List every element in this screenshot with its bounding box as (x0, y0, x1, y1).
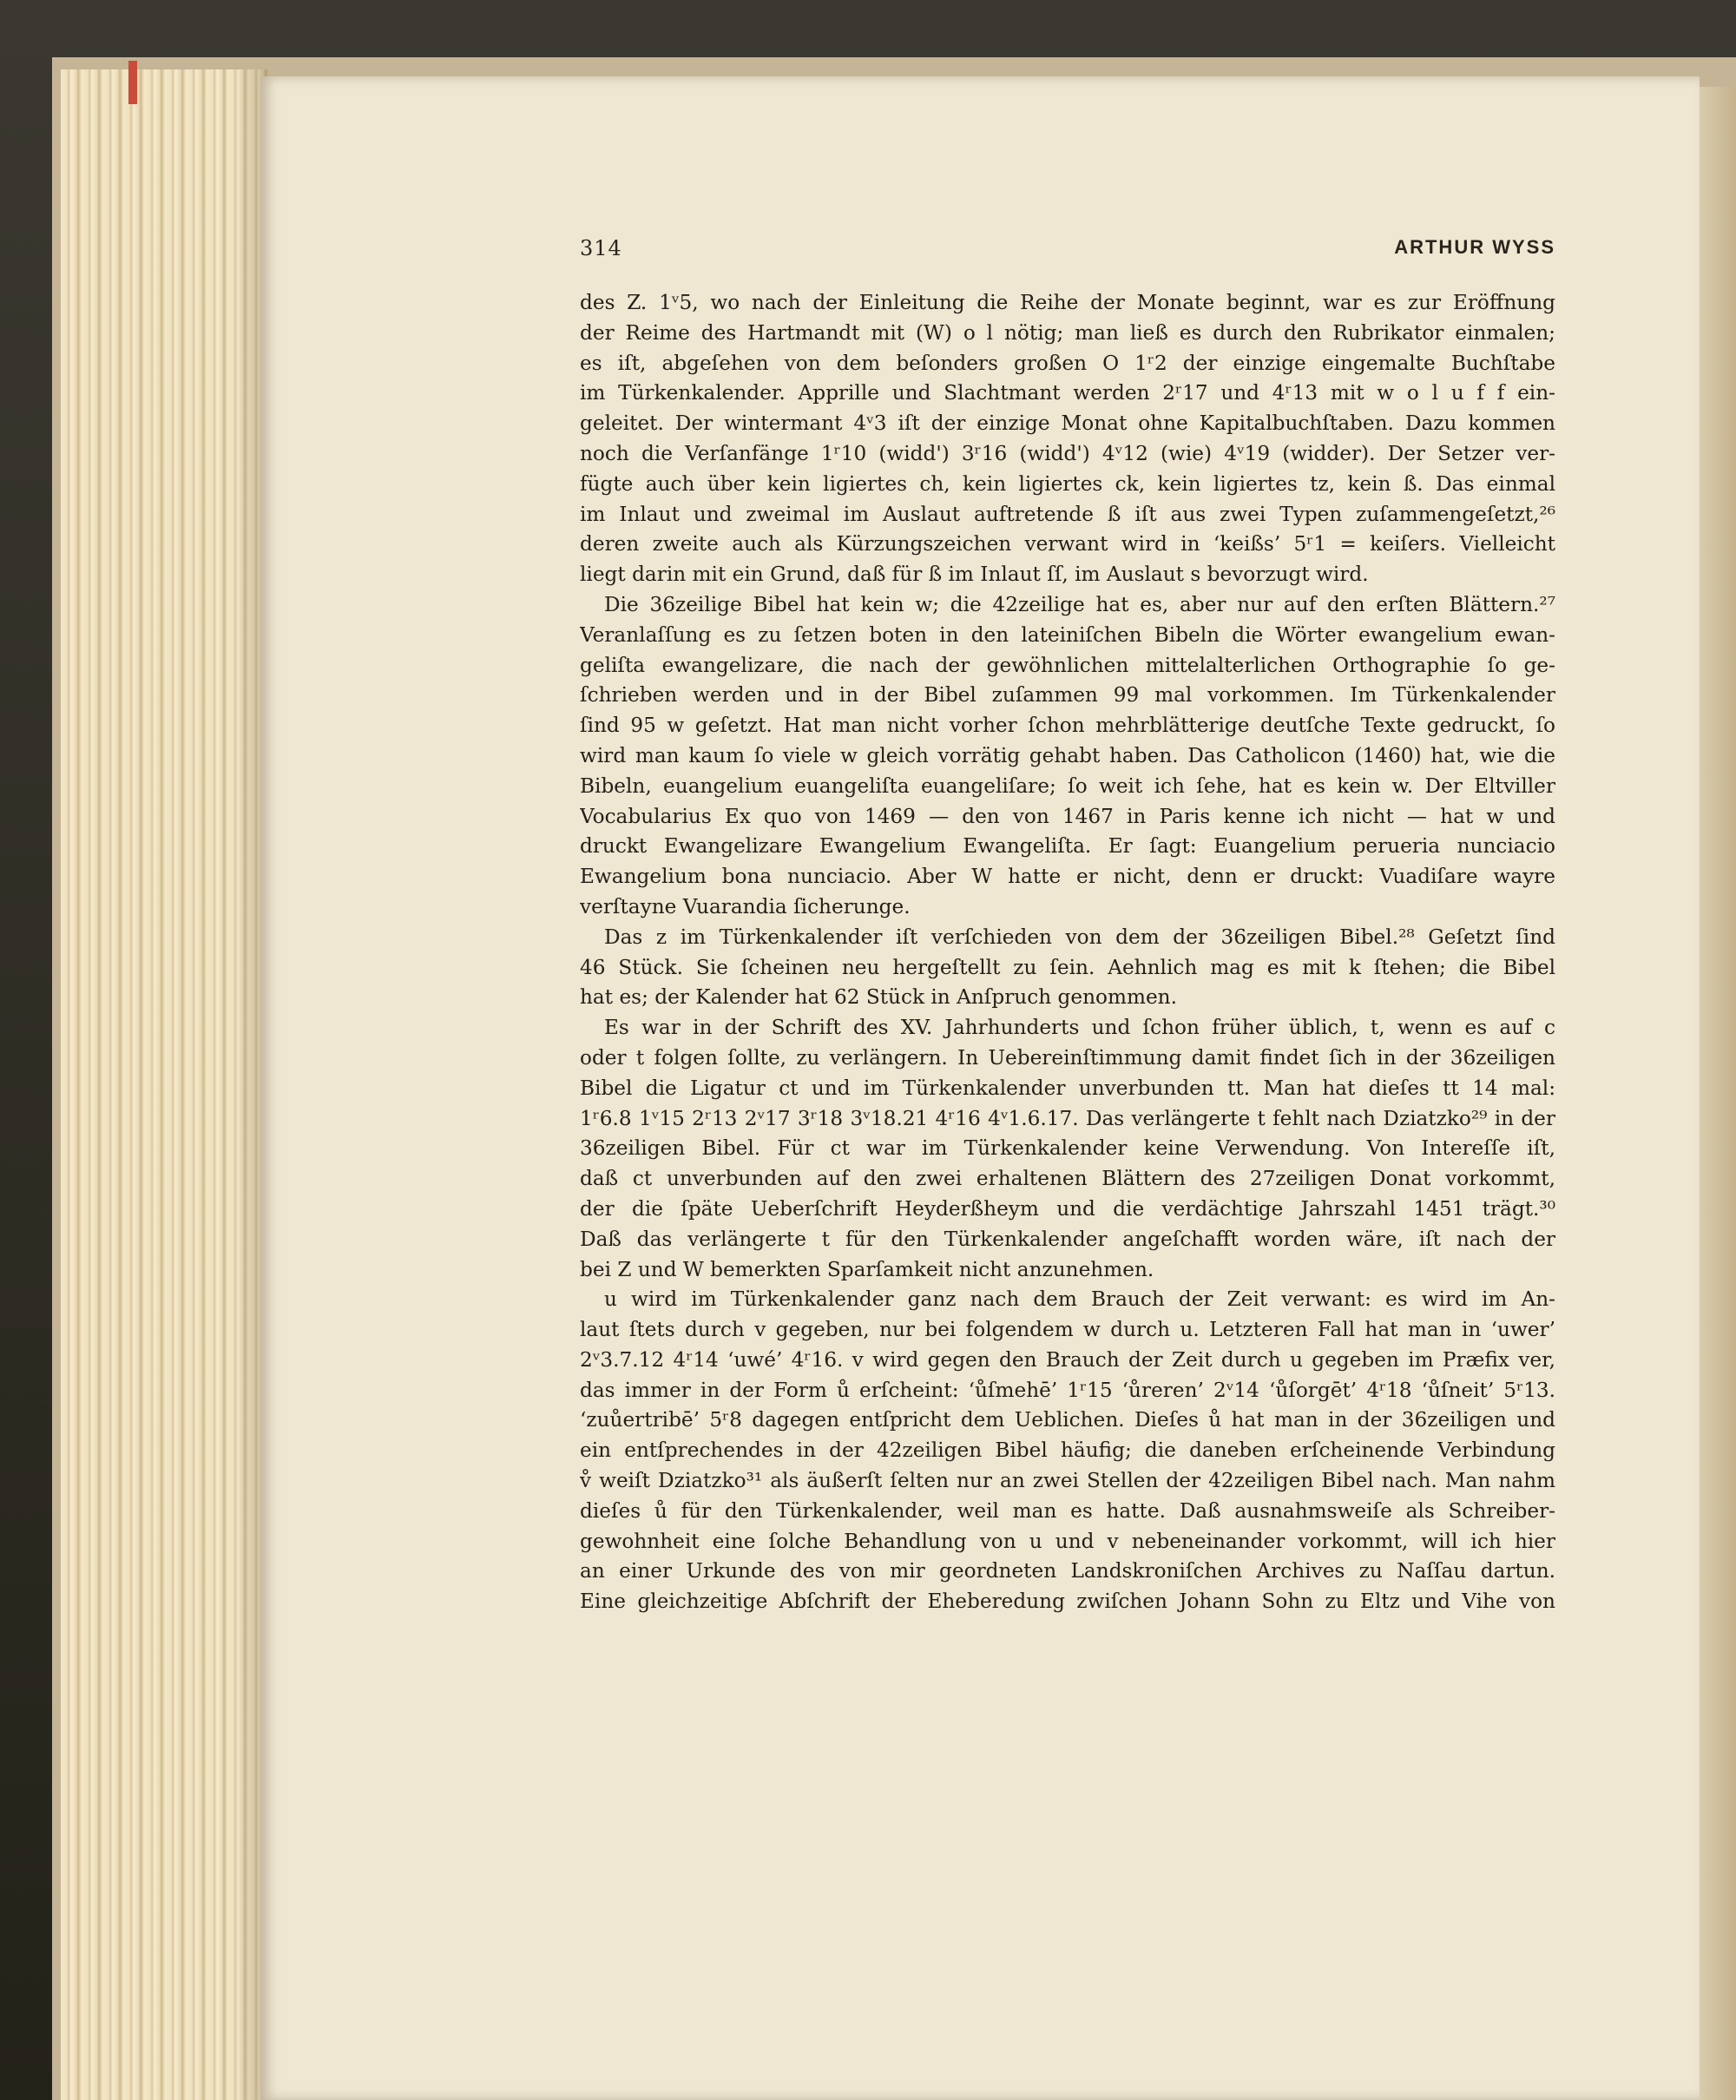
text-line: ein entſprechendes in der 42zeiligen Bibel häufig; die daneben erſcheinende Verbindung (580, 1438, 1555, 1463)
text-line: Bibeln, euangelium euangeliſta euangeliſare; ſo weit ich ſehe, hat es kein w. Der Eltviller (580, 774, 1555, 798)
text-line: oder t folgen ſollte, zu verlängern. In Uebereinſtimmung damit findet ſich in der 36zeiligen (580, 1045, 1555, 1070)
text-line: ‘zuůertribē’ 5ʳ8 dagegen entſpricht dem Ueblichen. Dieſes ů hat man in der 36zeiligen und (580, 1408, 1555, 1432)
body-text (580, 288, 1555, 1642)
text-line: Ewangelium bona nunciacio. Aber W hatte er nicht, denn er druckt: Vuadiſare wayre (580, 865, 1555, 889)
text-line: druckt Ewangelizare Ewangelium Ewangeliſta. Er ſagt: Euangelium perueria nunciacio (580, 834, 1555, 859)
text-line: bei Z und W bemerkten Sparſamkeit nicht anzunehmen. (580, 1257, 1154, 1281)
page-number: 314 (580, 236, 622, 260)
text-line: 36zeiligen Bibel. Für ct war im Türkenkalender keine Verwendung. Von Intereſſe iſt, (580, 1136, 1555, 1161)
text-line: Veranlaſſung es zu ſetzen boten in den lateiniſchen Bibeln die Wörter ewangelium ewan- (580, 622, 1555, 647)
running-head (580, 236, 1555, 271)
text-line: Das z im Türkenkalender iſt verſchieden von dem der 36zeiligen Bibel.²⁸ Geſetzt ſind (604, 925, 1555, 949)
text-line: geleitet. Der wintermant 4ᵛ3 iſt der einzige Monat ohne Kapitalbuchſtaben. Dazu kommen (580, 411, 1555, 436)
text-line: Bibel die Ligatur ct und im Türkenkalender unverbunden tt. Man hat dieſes tt 14 mal: (580, 1076, 1555, 1100)
text-line: Die 36zeilige Bibel hat kein w; die 42zeilige hat es, aber nur auf den erſten Blättern.²⁷ (604, 592, 1555, 616)
text-line: der Reime des Hartmandt mit (W) o l nötig; man ließ es durch den Rubrikator einmalen; (580, 320, 1555, 345)
text-line: deren zweite auch als Kürzungszeichen verwant wird in ‘keißs’ 5ʳ1 = keiſers. Vielleicht (580, 532, 1555, 556)
text-line: im Inlaut und zweimal im Auslaut auftretende ß iſt aus zwei Typen zuſammengeſetzt,²⁶ (580, 502, 1555, 526)
text-line: wird man kaum ſo viele w gleich vorrätig gehabt haben. Das Catholicon (1460) hat, wie die (580, 743, 1555, 767)
text-line: dieſes ů für den Türkenkalender, weil man es hatte. Daß ausnahmsweiſe als Schreiber- (580, 1498, 1555, 1523)
text-line: Vocabularius Ex quo von 1469 — den von 1467 in Paris kenne ich nicht — hat w und (580, 804, 1555, 828)
text-line: ſchrieben werden und in der Bibel zuſammen 99 mal vorkommen. Im Türkenkalender (580, 683, 1555, 708)
text-line: der die ſpäte Ueberſchrift Heyderßheym und die verdächtige Jahrszahl 1451 trägt.³⁰ (580, 1196, 1555, 1221)
text-line: Es war in der Schrift des XV. Jahrhunderts und ſchon früher üblich, t, wenn es auf c (604, 1016, 1555, 1040)
text-line: Daß das verlängerte t für den Türkenkalender angeſchafft worden wäre, iſt nach der (580, 1227, 1555, 1251)
text-line: liegt darin mit ein Grund, daß für ß im Inlaut ſſ, im Auslaut s bevorzugt wird. (580, 563, 1369, 587)
page-edges (61, 69, 269, 2100)
text-line: u wird im Türkenkalender ganz nach dem Brauch der Zeit verwant: es wird im An- (604, 1287, 1555, 1312)
text-line: laut ſtets durch v gegeben, nur bei folgendem w durch u. Letzteren Fall hat man in ‘uwer’ (580, 1318, 1555, 1342)
text-line: daß ct unverbunden auf den zwei erhaltenen Blättern des 27zeiligen Donat vorkommt, (580, 1167, 1555, 1191)
text-line: das immer in der Form ů erſcheint: ‘ůſmehē’ 1ʳ15 ‘ůreren’ 2ᵛ14 ‘ůſorgēt’ 4ʳ18 ‘ůſneit’ 5ʳ13. (580, 1378, 1555, 1402)
text-line: verſtayne Vuarandia ſicherunge. (580, 894, 911, 918)
next-page-edge (1700, 87, 1736, 2100)
running-head-author: ARTHUR WYSS (1394, 236, 1555, 258)
red-edge-mark (128, 61, 137, 104)
text-line: 2ᵛ3.7.12 4ʳ14 ‘uwé’ 4ʳ16. v wird gegen den Brauch der Zeit durch u gegeben im Præfix ver, (580, 1347, 1555, 1372)
text-line: des Z. 1ᵛ5, wo nach der Einleitung die Reihe der Monate beginnt, war es zur Eröffnung (580, 291, 1555, 314)
text-line: an einer Urkunde des von mir geordneten Landskroniſchen Archives zu Naſſau dartun. (580, 1559, 1555, 1583)
text-line: im Türkenkalender. Apprille und Slachtmant werden 2ʳ17 und 4ʳ13 mit w o l u f f ein- (580, 381, 1555, 405)
text-line: 1ʳ6.8 1ᵛ15 2ʳ13 2ᵛ17 3ʳ18 3ᵛ18.21 4ʳ16 4ᵛ1.6.17. Das verlängerte t fehlt nach Dziatzko²⁹ in der (580, 1106, 1555, 1130)
text-line: gewohnheit eine ſolche Behandlung von u und v nebeneinander vorkommt, will ich hier (580, 1529, 1555, 1553)
text-line: geliſta ewangelizare, die nach der gewöhnlichen mittelalterlichen Orthographie ſo ge- (580, 653, 1555, 677)
text-line: hat es; der Kalender hat 62 Stück in Anſpruch genommen. (580, 985, 1177, 1010)
text-line: es iſt, abgeſehen von dem beſonders großen O 1ʳ2 der einzige eingemalte Buchſtabe (580, 351, 1555, 375)
text-line: ſind 95 w geſetzt. Hat man nicht vorher ſchon mehrblätterige deutſche Texte gedruckt, ſo (580, 714, 1555, 738)
text-line: Eine gleichzeitige Abſchrift der Eheberedung zwiſchen Johann Sohn zu Eltz und Vihe von (580, 1590, 1555, 1614)
text-line: v̊ weiſt Dziatzko³¹ als äußerſt ſelten nur an zwei Stellen der 42zeiligen Bibel nach. Man nahm (580, 1469, 1555, 1493)
text-line: fügte auch über kein ligiertes ch, kein ligiertes ck, kein ligiertes tz, kein ß. Das einmal (580, 471, 1555, 496)
text-line: 46 Stück. Sie ſcheinen neu hergeſtellt zu ſein. Aehnlich mag es mit k ſtehen; die Bibel (580, 955, 1555, 979)
text-line: noch die Verſanfänge 1ʳ10 (widd') 3ʳ16 (widd') 4ᵛ12 (wie) 4ᵛ19 (widder). Der Setzer ver- (580, 441, 1555, 465)
